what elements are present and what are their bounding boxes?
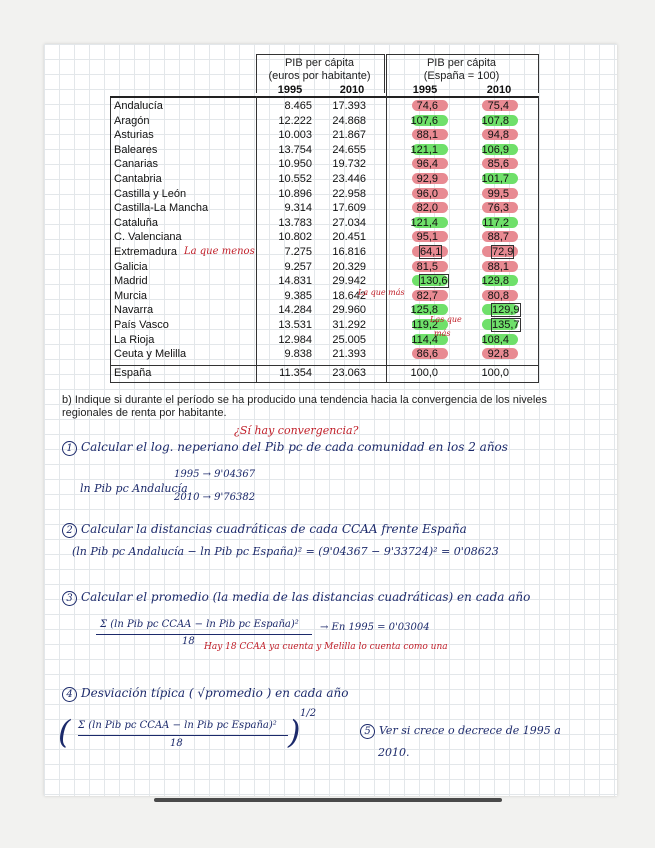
header-rule: [110, 96, 538, 98]
step1-label: ln Pib pc Andalucía: [80, 482, 188, 495]
table-row: [110, 187, 538, 201]
table-cell: 119,2: [411, 319, 438, 331]
table-cell: 25.005: [332, 333, 366, 346]
table-cell: 9.838: [284, 348, 312, 361]
table-cell: 17.393: [332, 100, 366, 112]
region-name: Cantabria: [114, 173, 162, 185]
table-cell: 29.960: [332, 304, 366, 317]
table-cell: 125,8: [410, 304, 438, 317]
table-cell: 23.063: [332, 367, 366, 379]
table-row: [110, 289, 538, 303]
table-cell: 10.003: [278, 129, 312, 142]
region-name: Ceuta y Melilla: [114, 348, 187, 361]
table-cell: 22.958: [332, 187, 366, 200]
step1-text: Calcular el log. neperiano del Pib pc de cada comunidad en los 2 años: [81, 440, 508, 454]
step3: [62, 590, 530, 606]
region-name: Andalucía: [114, 100, 163, 112]
table-cell: 99,5: [487, 187, 509, 200]
table-cell: 21.867: [332, 129, 366, 142]
table-cell: 82,7: [416, 289, 438, 302]
table-cell: 121,1: [410, 143, 438, 156]
header-group2-line2: (España = 100): [423, 70, 500, 82]
table-row: [110, 99, 538, 113]
step3-result: → En 1995 = 0'03004: [320, 622, 430, 633]
region-name: Castilla y León: [114, 187, 187, 200]
top-question: ¿Sí hay convergencia?: [234, 424, 359, 437]
fraction-bar: [96, 634, 312, 635]
table-cell: 17.609: [332, 202, 366, 215]
step1-1995: 1995 → 9'04367: [174, 469, 256, 480]
step1-2010: 2010 → 9'76382: [174, 492, 256, 503]
region-name: País Vasco: [114, 319, 169, 331]
table-cell: 14.831: [278, 275, 312, 288]
region-name: Navarra: [114, 304, 154, 317]
table-cell: 24.655: [332, 143, 366, 156]
table-cell: 82,0: [416, 202, 438, 215]
table-cell: 24.868: [332, 114, 366, 127]
table-cell: 18.642: [332, 289, 366, 302]
left-paren: (: [58, 713, 71, 751]
region-name: Baleares: [114, 143, 158, 156]
region-name: Castilla-La Mancha: [114, 202, 209, 215]
table-row: [110, 274, 538, 288]
table-cell: 9.257: [284, 260, 312, 273]
year-header: 2010: [339, 84, 365, 96]
table-cell: 10.950: [278, 158, 312, 171]
question-line2: regionales de renta por habitante.: [62, 407, 227, 419]
annotation-pais-vasco: más: [434, 329, 451, 338]
region-name: Canarias: [114, 158, 159, 171]
table-cell: 107,6: [410, 114, 438, 127]
step-number: 3: [62, 591, 77, 606]
year-header: 1995: [412, 84, 438, 96]
step-number: 5: [360, 724, 375, 739]
table-cell: 10.552: [278, 173, 312, 185]
step5: [360, 724, 561, 739]
annotation-min: La que menos: [184, 246, 255, 257]
table-cell: 8.465: [284, 100, 312, 112]
table-row: [110, 157, 538, 171]
table-cell: 13.783: [278, 216, 312, 229]
step-number: 2: [62, 523, 77, 538]
step3-note: Hay 18 CCAA ya cuenta y Melilla lo cuenta como una: [204, 642, 448, 652]
step3-text: Calcular el promedio (la media de las distancias cuadráticas) en cada año: [81, 590, 531, 604]
step2-text: Calcular la distancias cuadráticas de cada CCAA frente España: [81, 522, 467, 536]
question-line1: b) Indique si durante el período se ha producido una tendencia hacia la convergencia de los niveles: [62, 394, 547, 406]
region-name: Galicia: [114, 260, 148, 273]
table-cell: 88,1: [416, 129, 438, 142]
table-cell: 92,8: [487, 348, 509, 361]
table-cell: 100,0: [481, 367, 509, 379]
table-row: [110, 114, 538, 128]
region-name: Murcia: [114, 289, 148, 302]
table-cell: 92,9: [416, 173, 438, 185]
table-cell: 88,7: [487, 231, 509, 244]
table-cell: 12.984: [278, 333, 312, 346]
table-row: [110, 201, 538, 215]
table-cell: 23.446: [332, 173, 366, 185]
table-cell: 11.354: [279, 367, 312, 379]
step4-denominator: 18: [170, 738, 183, 749]
table-row: [110, 216, 538, 230]
region-name: Madrid: [114, 275, 148, 288]
table-cell: 96,0: [416, 187, 438, 200]
home-indicator[interactable]: [154, 798, 502, 802]
step2: [62, 522, 467, 538]
table-cell: 21.393: [332, 348, 366, 361]
table-row: [110, 172, 538, 186]
table-row: [110, 143, 538, 157]
step-number: 4: [62, 687, 77, 702]
table-cell: 9.385: [284, 289, 312, 302]
header-group2-line1: PIB per cápita: [426, 57, 497, 69]
table-cell: 85,6: [487, 158, 509, 171]
table-cell: 94,8: [487, 129, 509, 142]
table-row: [110, 303, 538, 317]
region-name: La Rioja: [114, 333, 155, 346]
region-name: Extremadura: [114, 246, 177, 258]
table-cell: 81,5: [416, 260, 438, 273]
table-cell: 7.275: [284, 246, 312, 258]
table-cell: 74,6: [416, 100, 438, 112]
table-cell: 80,8: [487, 289, 509, 302]
step-number: 1: [62, 441, 77, 456]
table-cell: 100,0: [410, 367, 438, 379]
table-cell: 72,9: [492, 246, 514, 258]
table-row: [110, 333, 538, 347]
table-cell: 13.754: [278, 143, 312, 156]
table-cell: 64,1: [420, 246, 442, 258]
right-paren: ): [288, 713, 301, 751]
table-cell: 95,1: [416, 231, 438, 244]
region-name: Cataluña: [114, 216, 159, 229]
table-cell: 101,7: [481, 173, 509, 185]
table-cell: 129,8: [481, 275, 509, 288]
step3-formula: Σ (ln Pib pc CCAA − ln Pib pc España)²: [100, 619, 299, 630]
step5-text: Ver si crece o decrece de 1995 a: [379, 724, 561, 737]
table-cell: 12.222: [278, 114, 312, 127]
step2-formula: (ln Pib pc Andalucía − ln Pib pc España)² = (9'04367 − 9'33724)² = 0'08623: [72, 545, 499, 558]
table-cell: 16.816: [332, 246, 366, 258]
table-cell: 96,4: [416, 158, 438, 171]
table-row: [110, 245, 538, 259]
year-header: 2010: [486, 84, 512, 96]
table-row: [110, 366, 538, 380]
header-group1-line1: PIB per cápita: [284, 57, 355, 69]
table-cell: 29.942: [332, 275, 366, 288]
table-row: [110, 128, 538, 142]
table-cell: 114,4: [411, 333, 438, 346]
table-cell: 10.802: [278, 231, 312, 244]
table-cell: 14.284: [278, 304, 312, 317]
annotation-max: La que más: [358, 288, 405, 297]
annotation-navarra: Las que: [430, 315, 462, 324]
step4: [62, 686, 348, 702]
step4-text: Desviación típica ( √promedio ) en cada año: [81, 686, 349, 700]
table-cell: 130,6: [420, 275, 448, 288]
table-cell: 107,8: [481, 114, 509, 127]
table-cell: 19.732: [332, 158, 366, 171]
table-cell: 135,7: [492, 319, 520, 331]
table-cell: 31.292: [332, 319, 366, 331]
table-row: [110, 318, 538, 332]
header-group1-line2: (euros por habitante): [268, 70, 371, 82]
step4-exponent: 1/2: [300, 708, 317, 719]
table-row: [110, 260, 538, 274]
table-cell: 86,6: [416, 348, 438, 361]
table-cell: 88,1: [487, 260, 509, 273]
table-cell: 117,2: [482, 216, 509, 229]
table-row: [110, 230, 538, 244]
table-cell: 76,3: [487, 202, 509, 215]
table-cell: 129,9: [492, 304, 520, 317]
region-name: Asturias: [114, 129, 154, 142]
table-cell: 20.329: [332, 260, 366, 273]
table-cell: 13.531: [278, 319, 312, 331]
step5-continuation: 2010.: [378, 746, 410, 759]
table-row: [110, 347, 538, 361]
table-cell: 27.034: [332, 216, 366, 229]
pib-table: [110, 54, 538, 382]
region-name: Aragón: [114, 114, 150, 127]
region-name: España: [114, 367, 152, 379]
step3-denominator: 18: [182, 636, 195, 647]
scanned-page: [44, 44, 617, 796]
table-cell: 20.451: [332, 231, 366, 244]
table-cell: 106,9: [481, 143, 509, 156]
table-cell: 121,4: [410, 216, 438, 229]
region-name: C. Valenciana: [114, 231, 182, 244]
fraction-bar: [78, 735, 288, 736]
year-header: 1995: [277, 84, 303, 96]
table-cell: 9.314: [284, 202, 312, 215]
table-cell: 75,4: [487, 100, 509, 112]
step1: [62, 440, 508, 456]
table-cell: 108,4: [481, 333, 509, 346]
step4-formula: Σ (ln Pib pc CCAA − ln Pib pc España)²: [78, 720, 277, 731]
table-cell: 10.896: [278, 187, 312, 200]
